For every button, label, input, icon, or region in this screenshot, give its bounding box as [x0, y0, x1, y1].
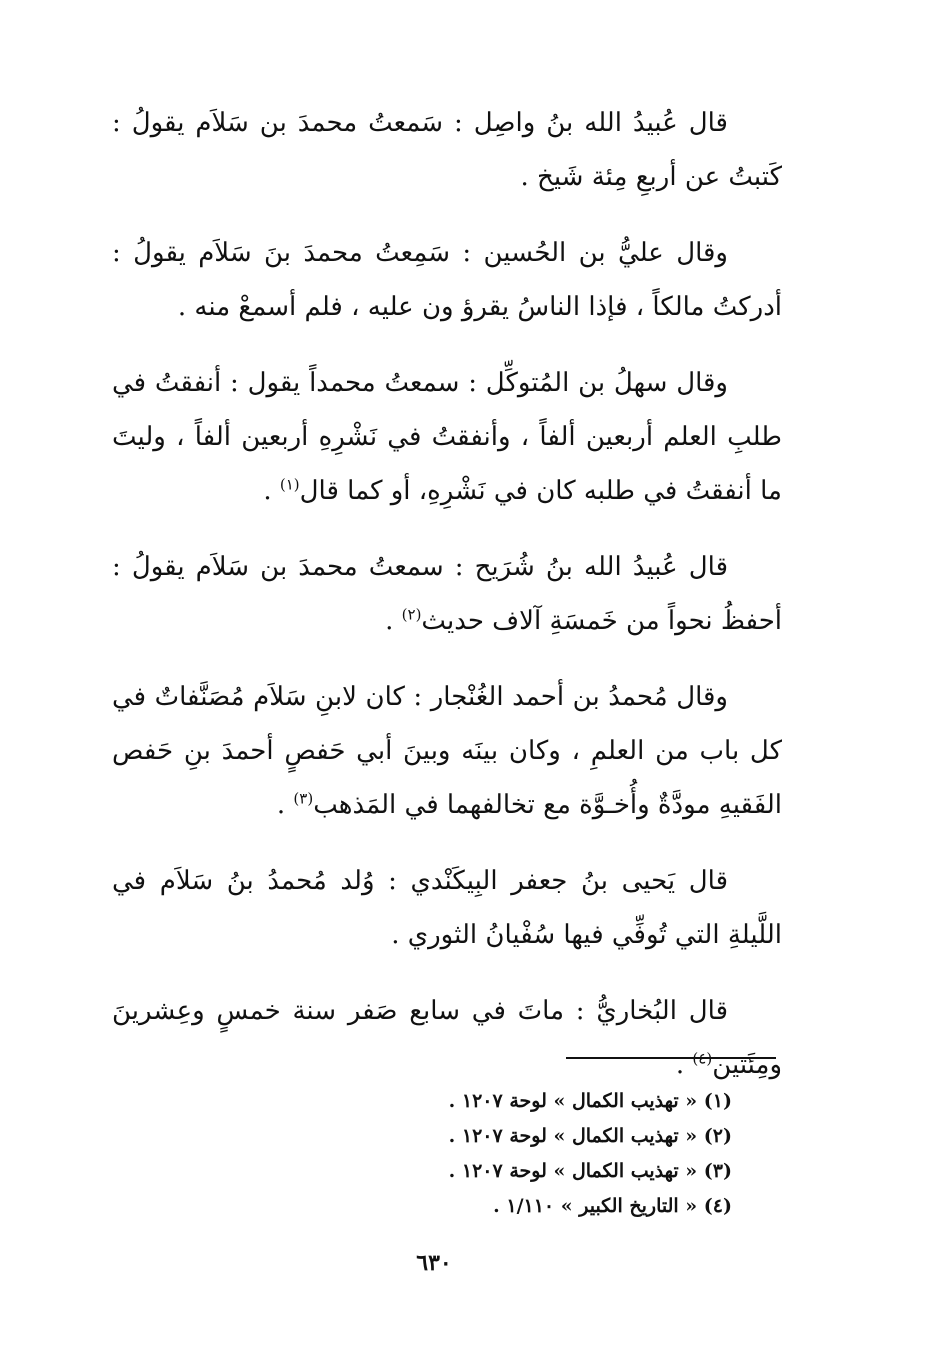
- footnote-divider: [566, 1057, 776, 1059]
- footnote: (٤) « التاريخ الكبير » ١/١١٠ .: [493, 1195, 732, 1217]
- page-number: ٦٣٠: [416, 1250, 452, 1276]
- paragraph: قال يَحيى بنُ جعفر البِيكَنْدي : وُلد مُحمدُ بنُ سَلاَم في اللَّيلةِ التي تُوفِّي فيها سُفْيانُ الثوري .: [112, 866, 782, 950]
- footnote-ref: (٢): [401, 605, 422, 624]
- paragraph: وقال عليُّ بن الحُسين : سَمِعتُ محمدَ بنَ سَلاَم يقولُ : أدركتُ مالكاً ، فإذا الناسُ يقرؤ ون عليه ، فلم أسمعْ منه .: [112, 238, 782, 322]
- footnote-ref: (١): [279, 475, 300, 494]
- footnote: (٢) « تهذيب الكمال » لوحة ١٢٠٧ .: [448, 1125, 732, 1147]
- footnote: (٣) « تهذيب الكمال » لوحة ١٢٠٧ .: [448, 1160, 732, 1182]
- paragraph: قال عُبيدُ الله بنُ شُرَيح : سمعتُ محمدَ بن سَلاَم يقولُ : أحفظُ نحواً من خَمسَةِ آلاف حديث$^{(٢)}$ .: [112, 552, 782, 636]
- paragraph: قال عُبيدُ الله بنُ واصِل : سَمعتُ محمدَ بن سَلاَم يقولُ : كَتبتُ عن أربعِ مِئة شَيخ .: [112, 108, 782, 192]
- paragraph: وقال سهلُ بن المُتوكِّل : سمعتُ محمداً يقول : أنفقتُ في طلبِ العلم أربعين ألفاً ، وأنفقتُ في نَشْرِهِ أربعين ألفاً ، وليتَ ما أنفقتُ في طلبه كان في نَشْرِهِ، أو كما قال$^{(١)}$ .: [112, 368, 782, 506]
- footnote-ref: (٤): [692, 1049, 713, 1068]
- footnotes: [300, 1084, 732, 1224]
- footnote-ref: (٣): [293, 789, 314, 808]
- paragraph: قال البُخاريُّ : ماتَ في سابع صَفر سنة خمسٍ وعِشرينَ ومِئَتين$^{(٤)}$ .: [112, 996, 782, 1080]
- footnote: (١) « تهذيب الكمال » لوحة ١٢٠٧ .: [448, 1090, 732, 1112]
- paragraph: وقال مُحمدُ بن أحمد الغُنْجار : كان لابنِ سَلاَم مُصَنَّفاتٌ في كل باب من العلمِ ، وكان بينَه وبينَ أبي حَفصٍ أحمدَ بنِ حَفص الفَقيهِ مودَّةٌ وأُخـوَّة مع تخالفهما في المَذهب$^{(٣)}$ .: [112, 682, 782, 820]
- main-text: [112, 96, 782, 1114]
